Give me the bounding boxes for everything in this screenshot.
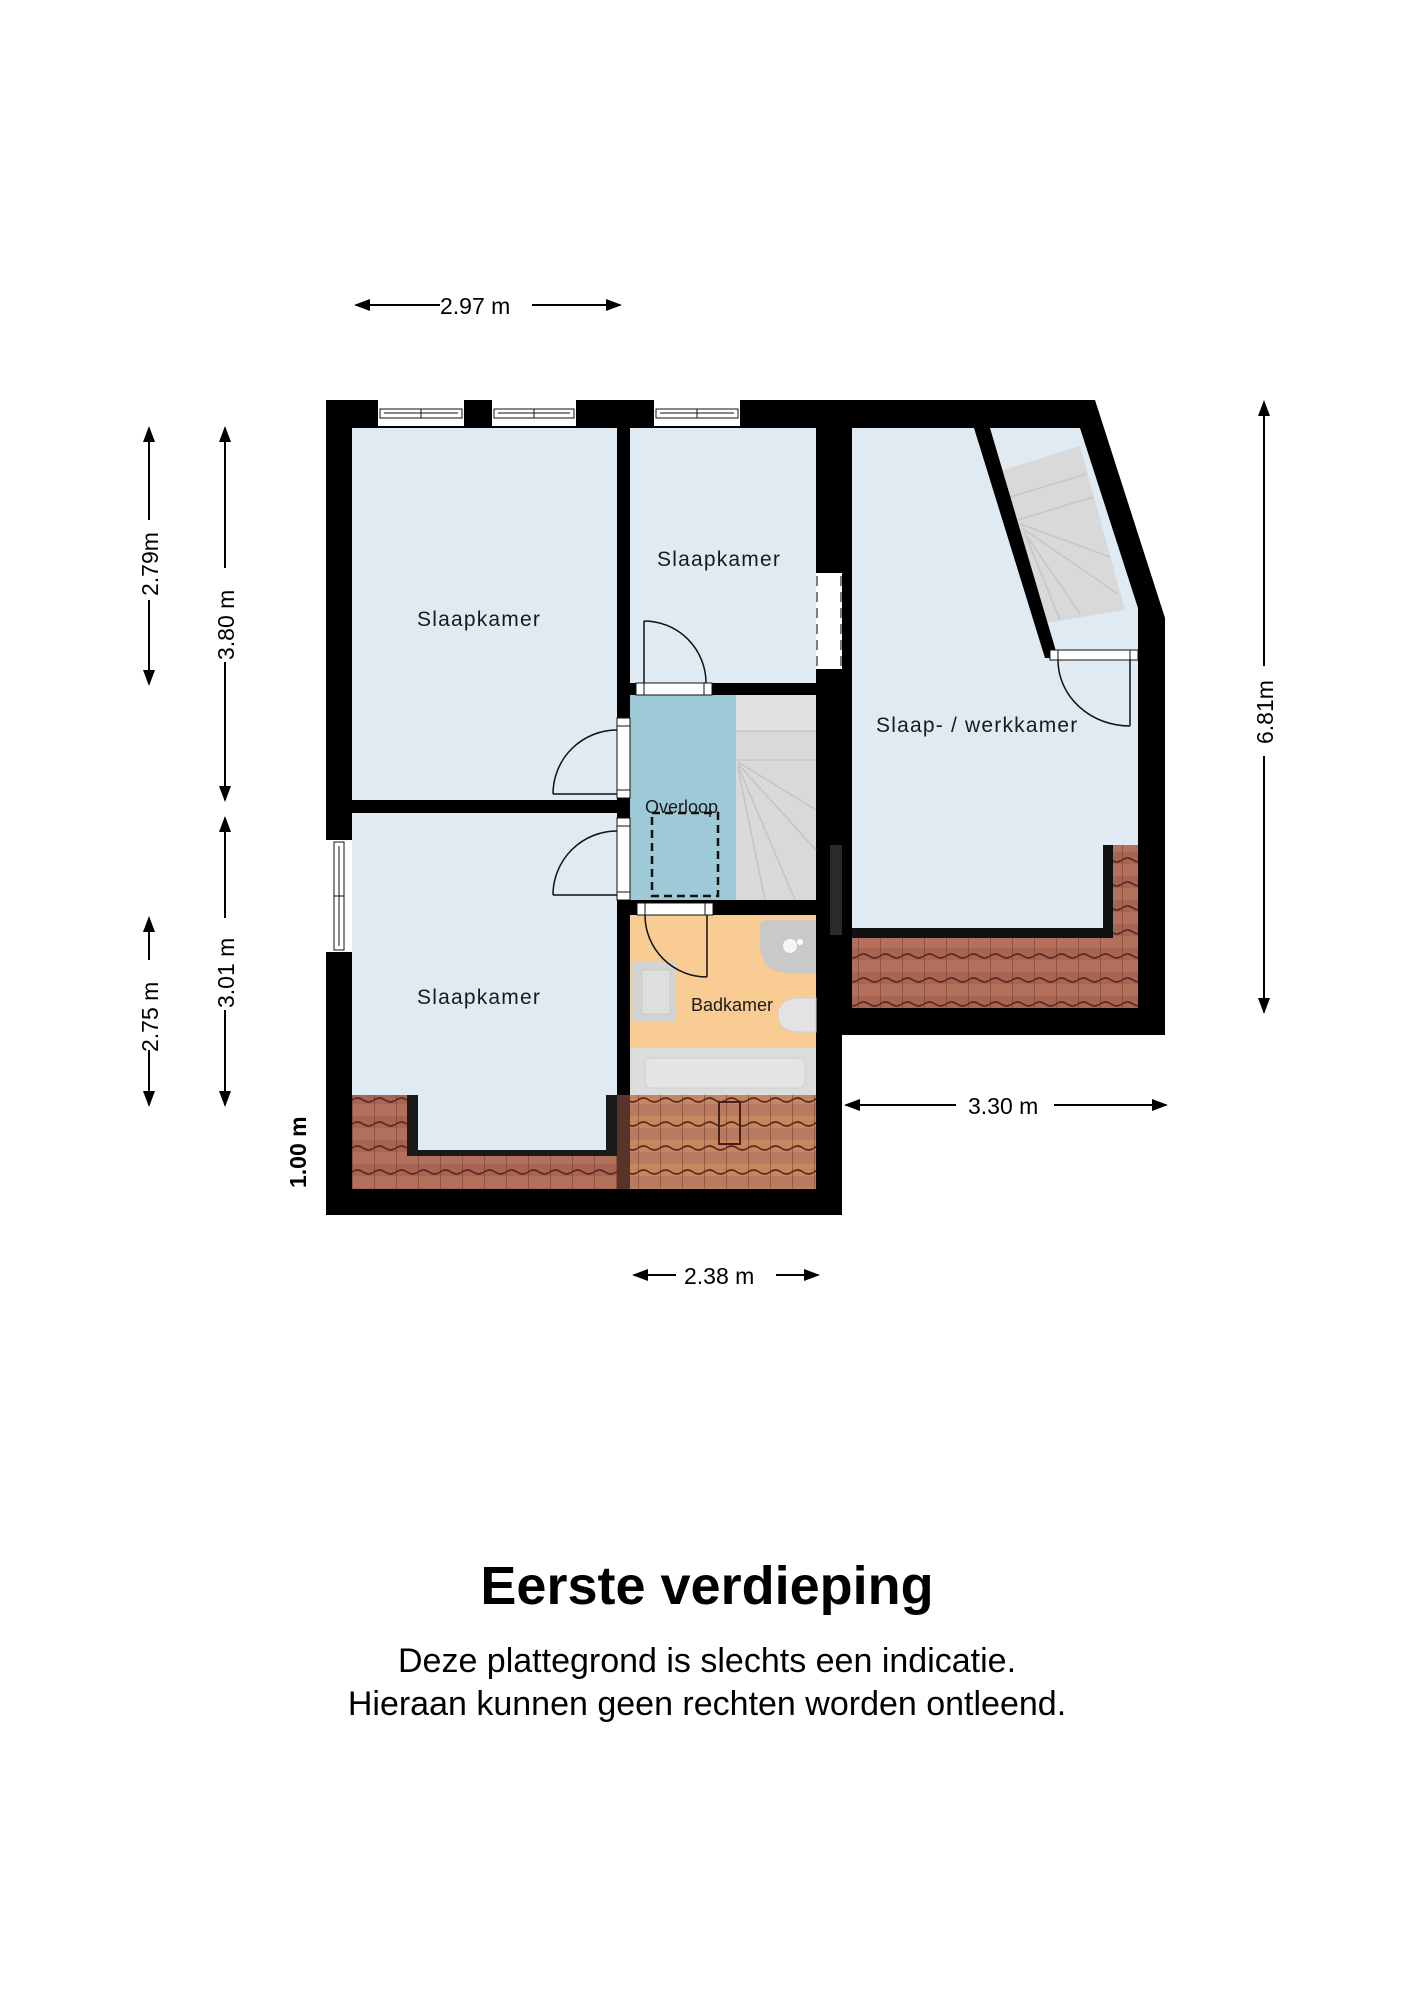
dimension-label: 6.81m (1252, 680, 1278, 744)
dimension-left-outer-upper (137, 426, 163, 686)
dormer-lower-left (407, 1095, 617, 1156)
dimension-left-roof (285, 1116, 311, 1188)
floor-title: Eerste verdieping (480, 1556, 934, 1616)
opening-between-rooms (816, 573, 842, 669)
room-label: Badkamer (691, 995, 774, 1015)
disclaimer-line-2: Hieraan kunnen geen rechten worden ontleend. (347, 1685, 1067, 1723)
shower (760, 920, 816, 973)
dimension-label: 3.30 m (968, 1093, 1039, 1119)
sink (632, 962, 676, 1022)
dimension-label: 3.01 m (213, 937, 239, 1008)
dimension-left-inner-lower (213, 816, 239, 1107)
room-label: Slaapkamer (657, 548, 782, 571)
dimension-right-height (1252, 400, 1278, 1014)
dimension-label: 2.79m (137, 532, 163, 596)
room-label: Slaap- / werkkamer (876, 714, 1079, 737)
room-label: Overloop (645, 797, 719, 817)
wall-detail (830, 845, 842, 935)
dimension-bottom-width (632, 1263, 820, 1289)
window-left (326, 840, 352, 952)
bathtub (630, 1048, 816, 1095)
roof-lower-middle (630, 1095, 816, 1189)
dimension-label: 1.00 m (285, 1116, 311, 1188)
dimension-top-width (354, 293, 622, 319)
dimension-left-outer-lower (137, 916, 163, 1107)
dimension-label: 2.97 m (440, 293, 511, 319)
disclaimer-line-1: Deze plattegrond is slechts een indicatie. (397, 1642, 1017, 1680)
window-top-3 (654, 400, 740, 426)
room-label: Slaapkamer (417, 608, 542, 631)
dimension-label: 2.75 m (137, 981, 163, 1052)
dimension-right-width (844, 1093, 1168, 1119)
toilet (778, 998, 816, 1032)
roof-divider (617, 1095, 630, 1189)
dimension-label: 3.80 m (213, 589, 239, 660)
dimension-left-inner-upper (213, 426, 239, 802)
dimension-label: 2.38 m (684, 1263, 755, 1289)
room-label: Slaapkamer (417, 986, 542, 1009)
window-top-1 (378, 400, 464, 426)
window-top-2 (492, 400, 576, 426)
staircase-middle (736, 695, 816, 900)
